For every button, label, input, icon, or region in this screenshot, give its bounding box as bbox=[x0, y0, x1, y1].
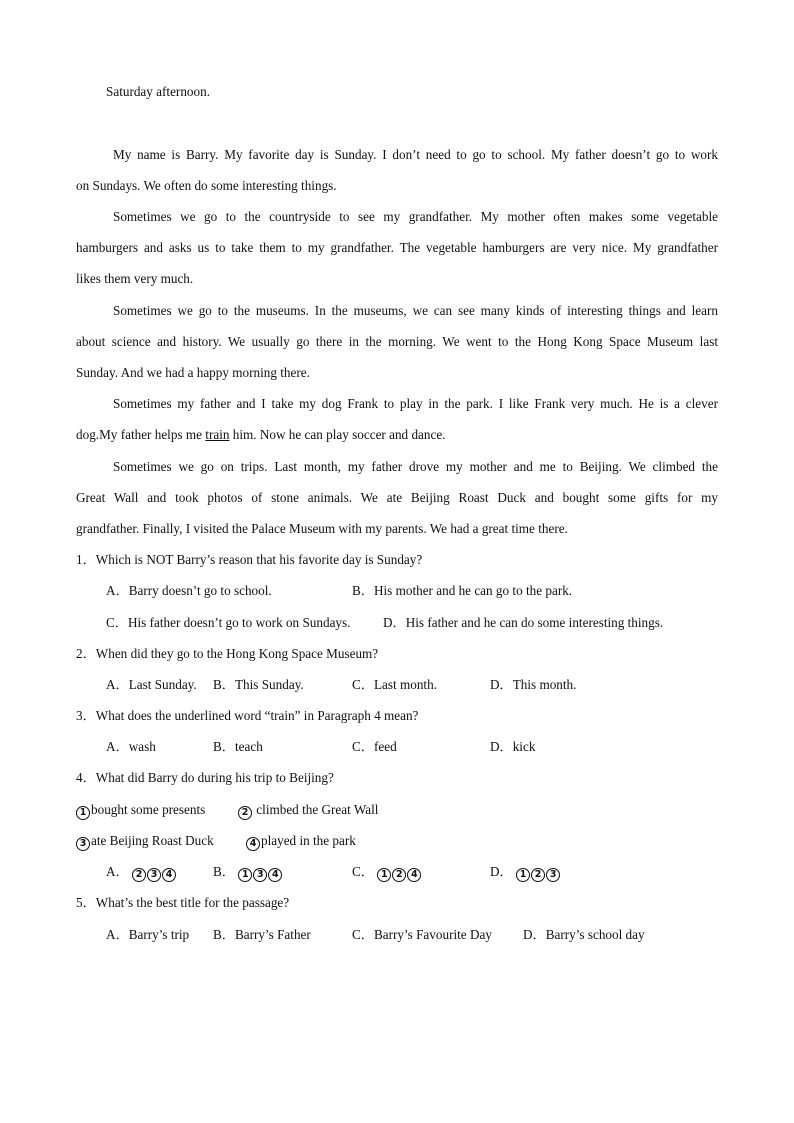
question-2-option-c[interactable]: C．Last month. bbox=[352, 677, 437, 692]
circled-number-icon: 4 bbox=[246, 837, 260, 851]
question-4-option-a[interactable]: A． 2 3 4 bbox=[106, 864, 177, 882]
question-1-option-a[interactable]: A．Barry doesn’t go to school. bbox=[106, 583, 272, 598]
question-5-option-c[interactable]: C．Barry’s Favourite Day bbox=[352, 927, 492, 942]
question-4-item-3: 3 ate Beijing Roast Duck bbox=[76, 833, 214, 851]
question-1-option-d[interactable]: D．His father and he can do some interesting things. bbox=[383, 615, 664, 630]
question-3-option-b[interactable]: B．teach bbox=[213, 739, 263, 754]
passage-p4-line2 bbox=[76, 427, 446, 443]
circled-number-icon: 4 bbox=[407, 868, 421, 882]
question-3-option-c[interactable]: C．feed bbox=[352, 739, 397, 754]
question-3-option-a[interactable]: A．wash bbox=[106, 739, 156, 754]
question-5-option-b[interactable]: B．Barry’s Father bbox=[213, 927, 311, 942]
question-4-item-4: 4 played in the park bbox=[246, 833, 356, 851]
passage-p4-line1: Sometimes my father and I take my dog Frank to play in the park. I like Frank very much. He is a clever bbox=[113, 396, 718, 411]
question-2-option-a[interactable]: A．Last Sunday. bbox=[106, 677, 197, 692]
passage-p2-line1: Sometimes we go to the countryside to see my grandfather. My mother often makes some vegetable bbox=[113, 209, 718, 224]
circled-number-icon: 4 bbox=[268, 868, 282, 882]
passage-p1-line1: My name is Barry. My favorite day is Sunday. I don’t need to go to school. My father doesn’t go to work bbox=[113, 147, 718, 162]
circled-number-icon: 1 bbox=[377, 868, 391, 882]
question-1-stem: 1．Which is NOT Barry’s reason that his favorite day is Sunday? bbox=[76, 552, 423, 567]
question-5-stem: 5．What’s the best title for the passage? bbox=[76, 895, 290, 910]
question-4-stem: 4．What did Barry do during his trip to Beijing? bbox=[76, 770, 334, 785]
circled-number-icon: 3 bbox=[147, 868, 161, 882]
question-5-option-a[interactable]: A．Barry’s trip bbox=[106, 927, 190, 942]
passage-p1-line2: on Sundays. We often do some interesting things. bbox=[76, 178, 337, 193]
question-1-option-c[interactable]: C．His father doesn’t go to work on Sundays. bbox=[106, 615, 351, 630]
question-3-stem: 3．What does the underlined word “train” in Paragraph 4 mean? bbox=[76, 708, 419, 723]
question-4-option-c[interactable]: C． 1 2 4 bbox=[352, 864, 422, 882]
passage-p5-line2: Great Wall and took photos of stone animals. We ate Beijing Roast Duck and bought some gifts for my bbox=[76, 490, 718, 505]
question-4-option-d[interactable]: D． 1 2 3 bbox=[490, 864, 561, 882]
circled-number-icon: 3 bbox=[76, 837, 90, 851]
passage-p4-text-b: him. Now he can play soccer and dance. bbox=[229, 427, 446, 442]
underlined-word-train: train bbox=[205, 427, 230, 442]
circled-number-icon: 1 bbox=[76, 806, 90, 820]
passage-p4-text-a: dog.My father helps me bbox=[76, 427, 206, 442]
question-2-stem: 2．When did they go to the Hong Kong Space Museum? bbox=[76, 646, 379, 661]
circled-number-icon: 3 bbox=[253, 868, 267, 882]
question-5-option-d[interactable]: D．Barry’s school day bbox=[523, 927, 645, 942]
question-2-option-d[interactable]: D．This month. bbox=[490, 677, 577, 692]
circled-number-icon: 2 bbox=[531, 868, 545, 882]
passage-p3-line1: Sometimes we go to the museums. In the museums, we can see many kinds of interesting things and learn bbox=[113, 303, 718, 318]
passage-p3-line2: about science and history. We usually go there in the morning. We went to the Hong Kong Space Museum last bbox=[76, 334, 718, 349]
circled-number-icon: 3 bbox=[546, 868, 560, 882]
question-3-option-d[interactable]: D．kick bbox=[490, 739, 536, 754]
circled-number-icon: 4 bbox=[162, 868, 176, 882]
passage-p3-line3: Sunday. And we had a happy morning there. bbox=[76, 365, 310, 380]
question-4-option-b[interactable]: B． 1 3 4 bbox=[213, 864, 283, 882]
circled-number-icon: 1 bbox=[516, 868, 530, 882]
circled-number-icon: 2 bbox=[132, 868, 146, 882]
circled-number-icon: 1 bbox=[238, 868, 252, 882]
circled-number-icon: 2 bbox=[392, 868, 406, 882]
passage-p5-line1: Sometimes we go on trips. Last month, my father drove my mother and me to Beijing. We climbed the bbox=[113, 459, 718, 474]
question-1-option-b[interactable]: B．His mother and he can go to the park. bbox=[352, 583, 573, 598]
circled-number-icon: 2 bbox=[238, 806, 252, 820]
question-2-option-b[interactable]: B．This Sunday. bbox=[213, 677, 304, 692]
question-4-item-2: 2 climbed the Great Wall bbox=[238, 802, 378, 820]
passage-p5-line3: grandfather. Finally, I visited the Palace Museum with my parents. We had a great time there. bbox=[76, 521, 568, 536]
intro-tail: Saturday afternoon. bbox=[106, 84, 210, 99]
passage-p2-line3: likes them very much. bbox=[76, 271, 194, 286]
passage-p2-line2: hamburgers and asks us to take them to my grandfather. The vegetable hamburgers are very nice. My grandfather bbox=[76, 240, 718, 255]
question-4-item-1: 1 bought some presents bbox=[76, 802, 205, 820]
